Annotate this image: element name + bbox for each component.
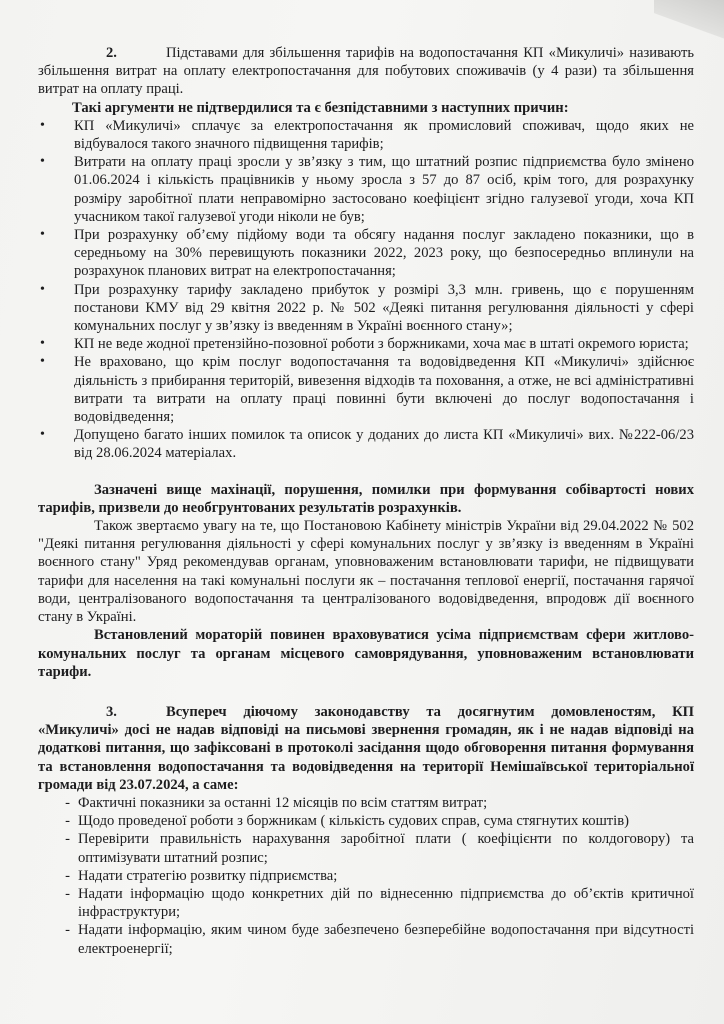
- list-item: • КП «Микуличі» сплачує за електропостачання як промисловий споживач, щодо яких не відбувалося такого значного підвищення тарифів;: [40, 117, 694, 153]
- bullet-icon: •: [40, 117, 45, 133]
- section2-moratorium: Встановлений мораторій повинен враховуватися усіма підприємствам сфери житлово-комунальних послуг та органам місцевого самоврядування, уповноваженим встановлювати тарифи.: [38, 627, 694, 680]
- list-item: • Не враховано, що крім послуг водопостачання та водовідведення КП «Микуличі» здійснює діяльність з прибирання територій, вивезення відходів та поховання, а отже, не всі адміністративні витрати та витрати на оплату праці повинні бути включені до послуг водопостачання і водовідведення;: [40, 354, 694, 426]
- dash-icon: -: [65, 794, 70, 811]
- section2-conclusion: Зазначені вище махінації, порушення, помилки при формування собівартості нових тарифів, призвели до необгрунтованих результатів розрахунків.: [38, 481, 694, 516]
- section2-bullet-list: [38, 117, 694, 463]
- dash-icon: -: [65, 885, 70, 902]
- list-item: - Надати інформацію, яким чином буде забезпечено безперебійне водопостачання при відсутності електроенергії;: [38, 921, 694, 957]
- section3-intro: 3. Всупереч діючому законодавству та досягнутим домовленостям, КП «Микуличі» досі не надав відповіді на письмові звернення громадян, як і не надав відповіді на додаткові питання, що зафіксовані в протоколі засідання щодо обговорення питання формування та встановлення водопостачання та водовідведення на території Немішаївської територіальної громади від 23.07.2024, а саме:: [38, 703, 694, 793]
- bullet-icon: •: [40, 154, 45, 170]
- bullet-icon: •: [40, 427, 45, 443]
- section2-intro: 2. Підставами для збільшення тарифів на водопостачання КП «Микуличі» називають збільшення витрат на оплату електропостачання для побутових споживачів (у 4 рази) та збільшення витрат на оплату праці.: [38, 45, 694, 98]
- spacer: [38, 463, 694, 481]
- dash-icon: -: [65, 813, 70, 830]
- section2-number: 2.: [106, 45, 117, 61]
- list-item: • Витрати на оплату праці зросли у зв’язку з тим, що штатний розпис підприємства було змінено 01.06.2024 і кількість працівників у ньому зросла з 57 до 87 осіб, крім того, для розрахунку розміру заробітної плати неправомірно застосовано коефіцієнт згідно галузевої угоди, хоча КП учасником такої галузевої угоди ніколи не був;: [40, 154, 694, 225]
- list-item: • При розрахунку тарифу закладено прибуток у розмірі 3,3 млн. гривень, що є порушенням постанови КМУ від 29 квітня 2022 р. № 502 «Деякі питання регулювання діяльності у сфері комунальних послуг у зв’язку із введенням в Україні воєнного стану»;: [40, 281, 694, 335]
- bullet-icon: •: [40, 281, 45, 297]
- section3-number: 3.: [106, 703, 117, 720]
- list-item: - Надати стратегію розвитку підприємства;: [38, 867, 694, 885]
- bullet-icon: •: [40, 354, 45, 370]
- section2-heading: Такі аргументи не підтвердилися та є безпідставними з наступних причин:: [72, 99, 569, 116]
- dash-icon: -: [65, 867, 70, 884]
- list-item: - Фактичні показники за останні 12 місяців по всім статтям витрат;: [38, 794, 694, 812]
- page-fold-shadow: [654, 0, 724, 44]
- list-item: - Перевірити правильність нарахування заробітної плати ( коефіцієнти по колдоговору) та оптимізувати штатний розпис;: [38, 830, 694, 866]
- list-item: - Надати інформацію щодо конкретних дій по віднесенню підприємства до об’єктів критичної інфраструктури;: [38, 885, 694, 921]
- list-item: • Допущено багато інших помилок та описок у доданих до листа КП «Микуличі» вих. №222-06/23 від 28.06.2024 матеріалах.: [40, 427, 694, 462]
- dash-icon: -: [65, 922, 70, 939]
- dash-icon: -: [65, 831, 70, 848]
- section3-request-list: [38, 794, 694, 958]
- bullet-icon: •: [40, 227, 45, 243]
- list-item: • КП не веде жодної претензійно-позовної роботи з боржниками, хоча має в штаті окремого юриста;: [40, 336, 689, 353]
- list-item: - Щодо проведеної роботи з боржникам ( кількість судових справ, сума стягнутих коштів): [38, 812, 694, 830]
- bullet-icon: •: [40, 336, 45, 352]
- section2-attention: Також звертаємо увагу на те, що Постановою Кабінету міністрів України від 29.04.2022 № 502 "Деякі питання регулювання діяльності у сфері комунальних послуг у зв’язку із введенням в Україні воєнного стану" Уряд рекомендував органам, уповноваженим встановлювати тарифи, не підвищувати тарифи для населення на такі комунальні послуги як – постачання теплової енергії, постачання гарячої води, централізованого водопостачання та централізованого водовідведення, впродовж дії воєнного стану в Україні.: [38, 518, 694, 626]
- list-item: • При розрахунку об’єму підйому води та обсягу надання послуг закладено показники, що в середньому на 30% перевищують показники 2022, 2023 року, що безпосередньо вплинули на розрахунок планових витрат на електропостачання;: [40, 227, 694, 280]
- spacer: [38, 681, 694, 703]
